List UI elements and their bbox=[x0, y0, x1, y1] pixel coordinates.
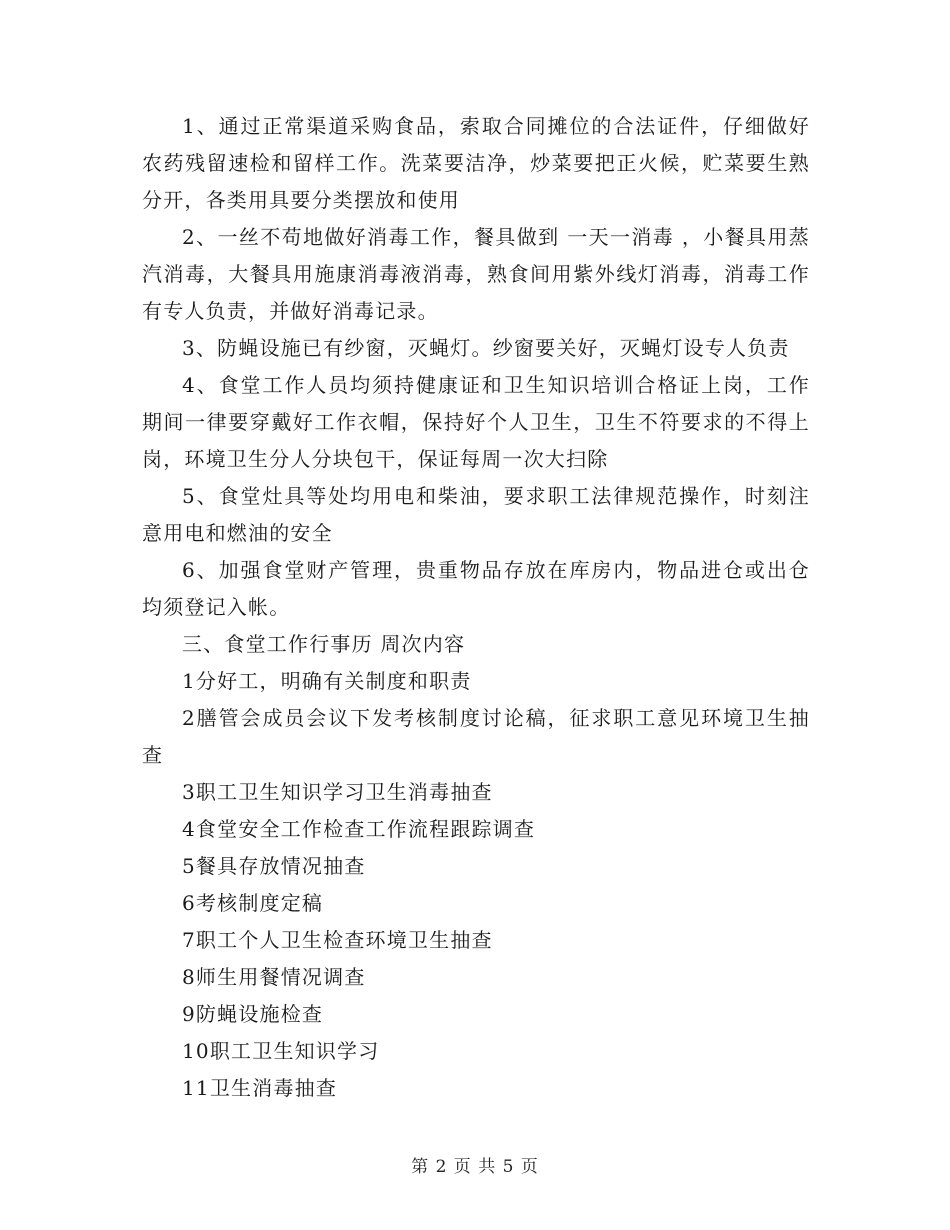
document-body bbox=[142, 108, 810, 1107]
schedule-item-5: 5餐具存放情况抽查 bbox=[182, 854, 366, 878]
schedule-item-6: 6考核制度定稿 bbox=[182, 891, 324, 915]
paragraph-2: 2、一丝不苟地做好消毒工作，餐具做到 一天一消毒 ，小餐具用蒸汽消毒，大餐具用施康消毒液消毒，熟食间用紫外线灯消毒，消毒工作有专人负责，并做好消毒记录。 bbox=[142, 225, 810, 323]
schedule-item-3: 3职工卫生知识学习卫生消毒抽查 bbox=[182, 780, 493, 804]
schedule-item-8: 8师生用餐情况调查 bbox=[182, 965, 366, 989]
schedule-item-1: 1分好工，明确有关制度和职责 bbox=[182, 669, 472, 693]
paragraph-6: 6、加强食堂财产管理，贵重物品存放在库房内，物品进仓或出仓均须登记入帐。 bbox=[142, 558, 810, 619]
paragraph-1: 1、通过正常渠道采购食品，索取合同摊位的合法证件，仔细做好农药残留速检和留样工作。洗菜要洁净，炒菜要把正火候，贮菜要生熟分开，各类用具要分类摆放和使用 bbox=[142, 114, 810, 212]
schedule-item-9: 9防蝇设施检查 bbox=[182, 1002, 324, 1026]
schedule-item-7: 7职工个人卫生检查环境卫生抽查 bbox=[182, 928, 493, 952]
schedule-item-2: 2膳管会成员会议下发考核制度讨论稿，征求职工意见环境卫生抽查 bbox=[142, 706, 810, 767]
schedule-item-10: 10职工卫生知识学习 bbox=[182, 1039, 380, 1063]
paragraph-4: 4、食堂工作人员均须持健康证和卫生知识培训合格证上岗，工作期间一律要穿戴好工作衣帽，保持好个人卫生，卫生不符要求的不得上岗，环境卫生分人分块包干，保证每周一次大扫除 bbox=[142, 373, 810, 471]
schedule-item-4: 4食堂安全工作检查工作流程跟踪调查 bbox=[182, 817, 536, 841]
section-heading: 三、食堂工作行事历 周次内容 bbox=[182, 632, 466, 656]
schedule-item-11: 11卫生消毒抽查 bbox=[182, 1076, 338, 1100]
paragraph-3: 3、防蝇设施已有纱窗，灭蝇灯。纱窗要关好，灭蝇灯设专人负责 bbox=[182, 336, 790, 360]
page-number-footer: 第 2 页 共 5 页 bbox=[411, 1157, 539, 1177]
paragraph-5: 5、食堂灶具等处均用电和柴油，要求职工法律规范操作，时刻注意用电和燃油的安全 bbox=[142, 484, 810, 545]
